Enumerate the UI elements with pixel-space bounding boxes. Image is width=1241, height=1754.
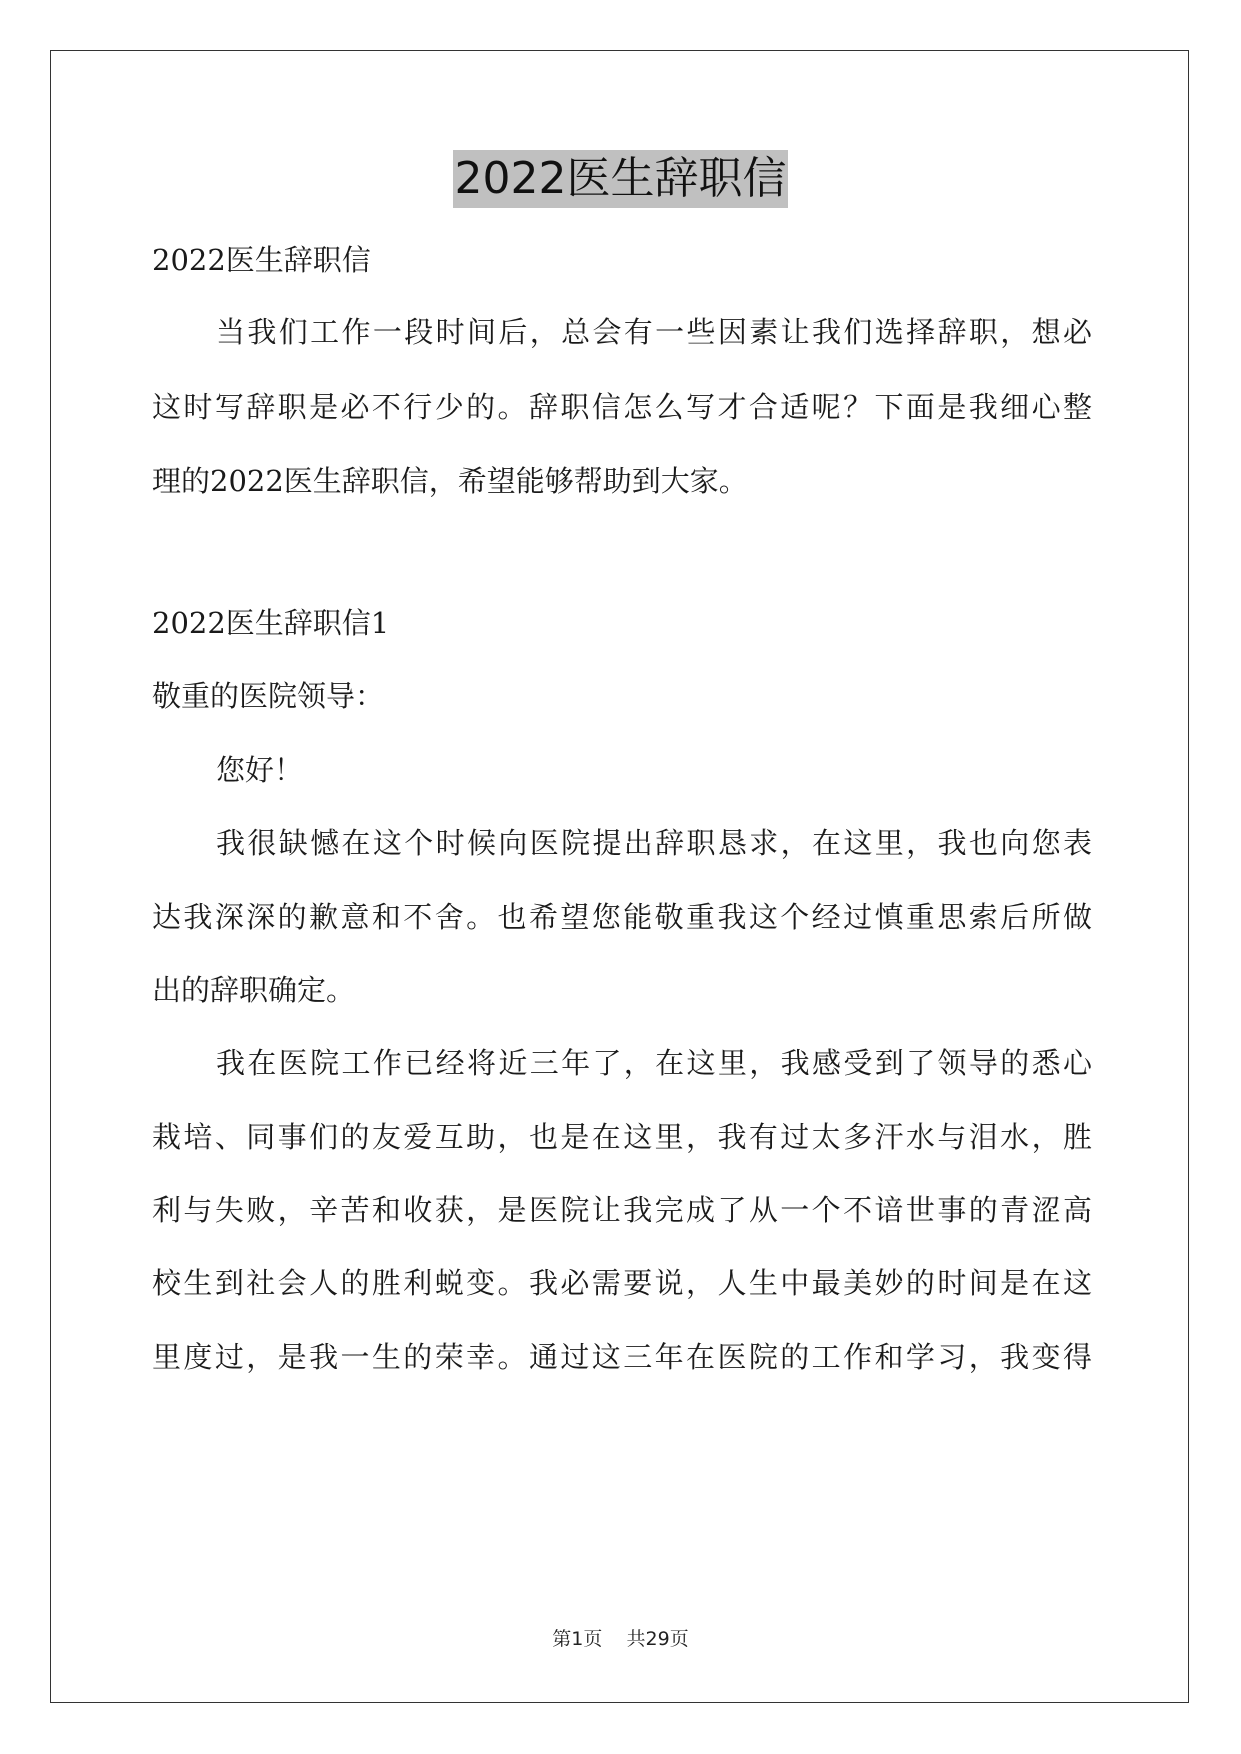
body-line-8: 里度过，是我一生的荣幸。通过这三年在医院的工作和学习，我变得 (152, 1340, 1092, 1374)
intro-line-3: 理的2022医生辞职信，希望能够帮助到大家。 (152, 464, 748, 498)
body-line-1: 我很缺憾在这个时候向医院提出辞职恳求，在这里，我也向您表 (216, 826, 1092, 860)
intro-line-1: 当我们工作一段时间后，总会有一些因素让我们选择辞职，想必 (216, 315, 1092, 349)
total-prefix: 共 (626, 1628, 646, 1650)
body-line-6: 利与失败，辛苦和收获，是医院让我完成了从一个不谙世事的青涩高 (152, 1193, 1092, 1227)
body-line-4: 我在医院工作已经将近三年了，在这里，我感受到了领导的悉心 (216, 1046, 1092, 1080)
page-total: 29 (645, 1628, 670, 1650)
page-footer (0, 1626, 1241, 1652)
title-container (0, 150, 1241, 208)
body-line-7: 校生到社会人的胜利蜕变。我必需要说，人生中最美妙的时间是在这 (152, 1266, 1092, 1300)
total-suffix: 页 (669, 1628, 689, 1650)
page-border (50, 50, 1189, 1703)
intro-line-2: 这时写辞职是必不行少的。辞职信怎么写才合适呢？下面是我细心整 (152, 390, 1092, 424)
greeting: 您好！ (216, 753, 304, 787)
body-line-5: 栽培、同事们的友爱互助，也是在这里，我有过太多汗水与泪水，胜 (152, 1120, 1092, 1154)
page-suffix: 页 (583, 1628, 603, 1650)
salutation: 敬重的医院领导： (152, 679, 385, 713)
section-heading: 2022医生辞职信1 (152, 606, 390, 640)
subtitle-line: 2022医生辞职信 (152, 243, 371, 277)
page-current: 1 (571, 1628, 584, 1650)
body-line-2: 达我深深的歉意和不舍。也希望您能敬重我这个经过慎重思索后所做 (152, 900, 1092, 934)
body-line-3: 出的辞职确定。 (152, 973, 356, 1007)
document-title: 2022医生辞职信 (453, 150, 789, 208)
page-prefix: 第 (552, 1628, 572, 1650)
